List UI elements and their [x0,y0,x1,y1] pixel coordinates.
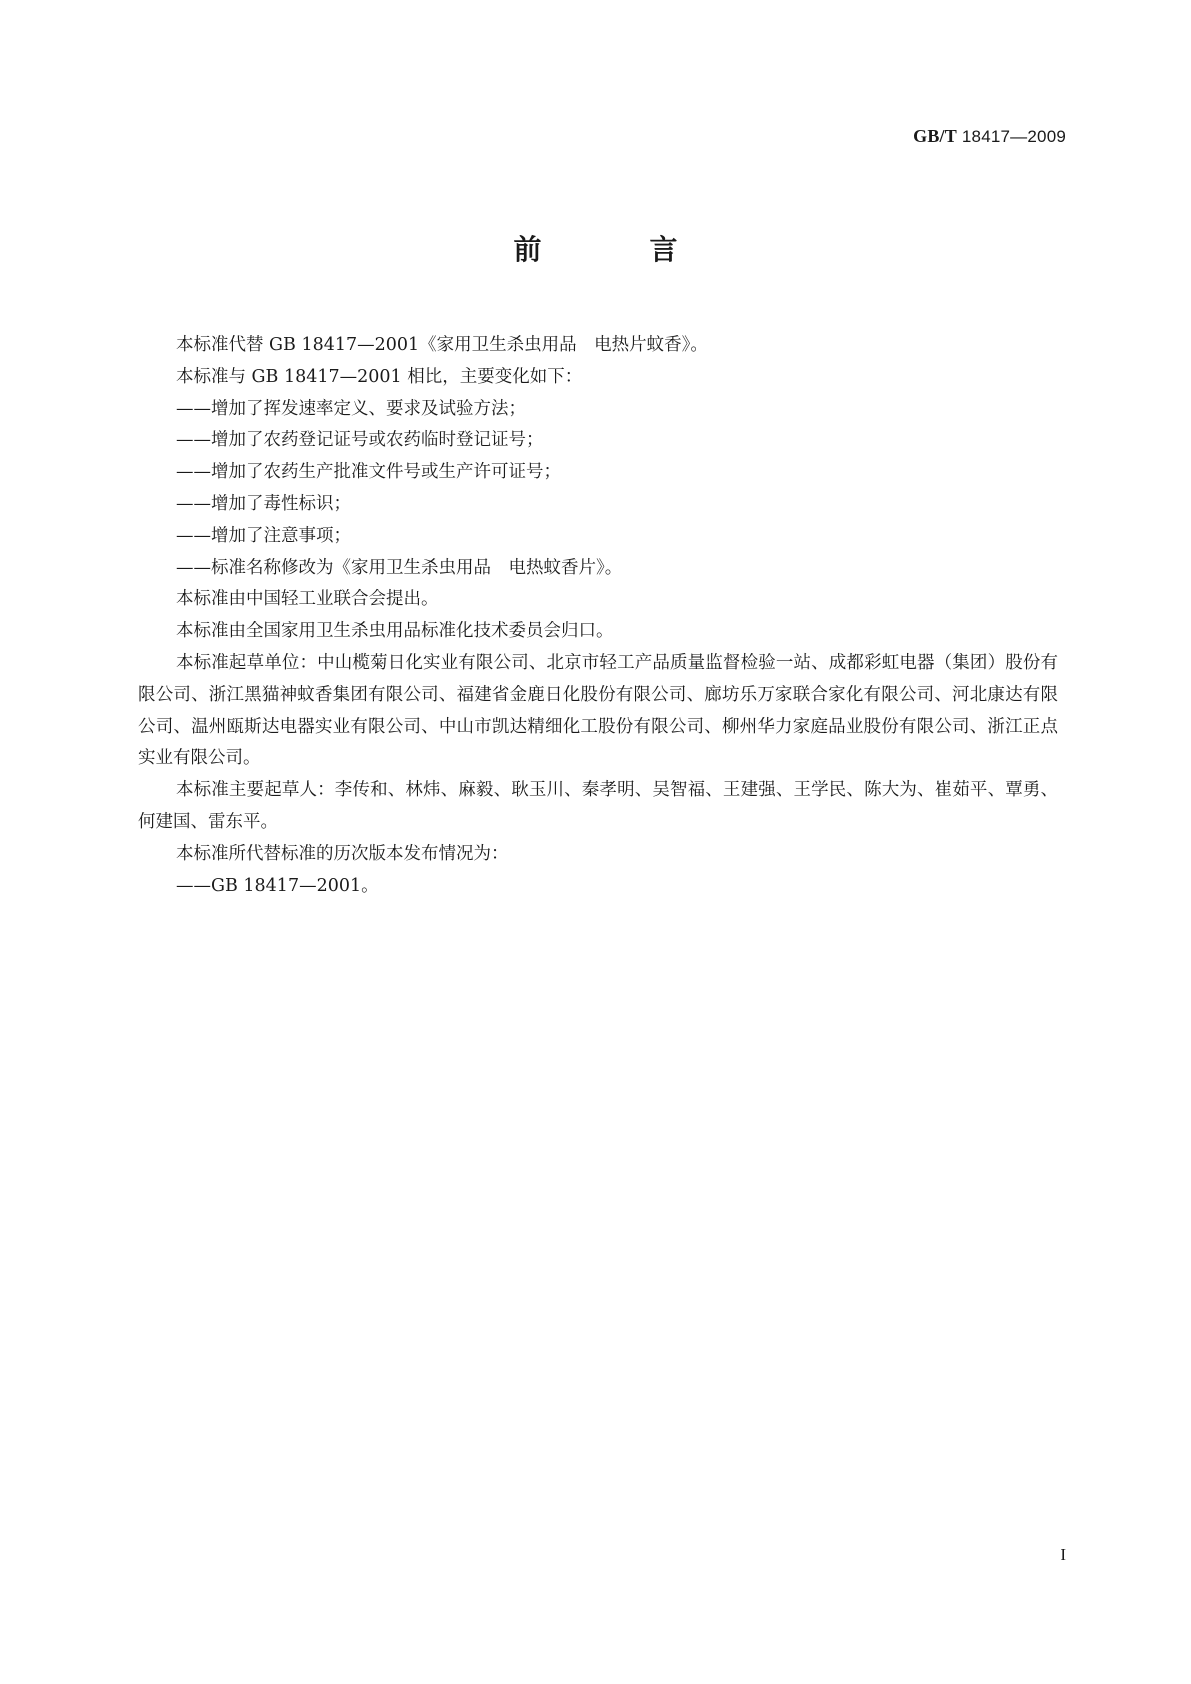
change-item: ——增加了农药登记证号或农药临时登记证号； [176,430,544,451]
standard-prefix: GB/T [913,126,957,146]
page-title: 前 言 [513,233,718,266]
page-number: I [1060,1545,1066,1564]
change-item: ——标准名称修改为《家用卫生杀虫用品 电热蚊香片》。 [176,557,623,578]
standard-code [913,126,1066,147]
paragraph-changes-intro: 本标准与 GB 18417—2001 相比，主要变化如下： [176,366,583,387]
change-item: ——增加了注意事项； [176,525,351,546]
foreword-body [138,330,1058,902]
paragraph-proposed-by: 本标准由中国轻工业联合会提出。 [176,589,439,610]
paragraph-drafting-units: 本标准起草单位：中山榄菊日化实业有限公司、北京市轻工产品质量监督检验一站、成都彩虹电器（集团）股份有限公司、浙江黑猫神蚊香集团有限公司、福建省金鹿日化股份有限公司、廊坊乐万家联合家化有限公司、河北康达有限公司、温州瓯斯达电器实业有限公司、中山市凯达精细化工股份有限公司、柳州华力家庭品业股份有限公司、浙江正点实业有限公司。 [138,652,1058,769]
standard-number: 18417—2009 [961,127,1066,146]
change-item: ——增加了毒性标识； [176,493,351,514]
paragraph-replaces: 本标准代替 GB 18417—2001《家用卫生杀虫用品 电热片蚊香》。 [176,335,708,355]
history-item: ——GB 18417—2001。 [176,875,379,896]
change-item: ——增加了挥发速率定义、要求及试验方法； [176,398,526,419]
change-item: ——增加了农药生产批准文件号或生产许可证号； [176,462,561,483]
paragraph-administered-by: 本标准由全国家用卫生杀虫用品标准化技术委员会归口。 [176,621,614,642]
paragraph-history-intro: 本标准所代替标准的历次版本发布情况为： [176,843,509,864]
paragraph-drafters: 本标准主要起草人：李传和、林炜、麻毅、耿玉川、秦孝明、吴智福、王建强、王学民、陈大为、崔茹平、覃勇、何建国、雷东平。 [138,780,1058,832]
